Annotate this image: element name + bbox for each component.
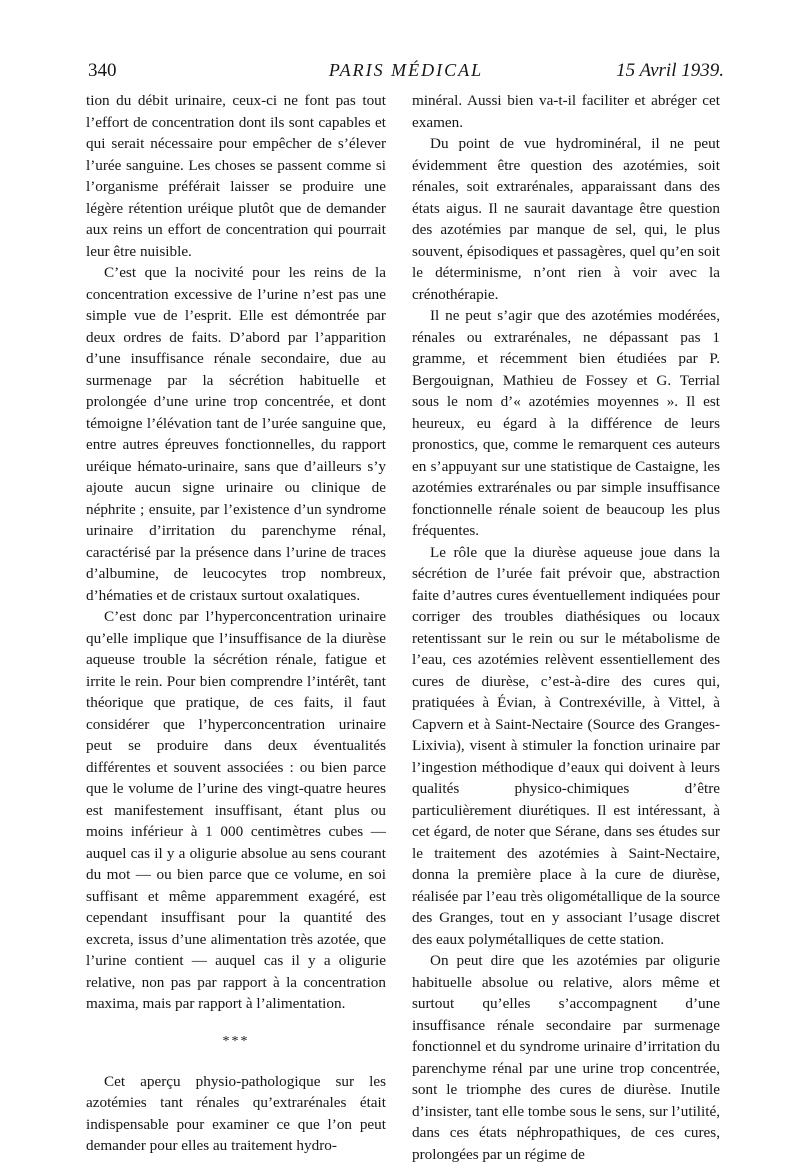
right-paragraph-3: Il ne peut s’agir que des azotémies modérées, rénales ou extrarénales, ne dépassant pas 1 gramme, et récemment bien étudiées par P. Bergouignan, Mathieu de Fossey et G. Terrial sous le nom d’« azotémies moyennes ». Il est heureux, eu égard à la différence de leurs pronostics, que, comme le remarquent ces auteurs en s’appuyant sur une statistique de Castaigne, les azotémies extrarénales ou par simple insuffisance fonctionnelle rénale soient de beaucoup les plus fréquentes. [412, 307, 720, 539]
left-paragraph-1: tion du débit urinaire, ceux-ci ne font pas tout l’effort de concentration dont ils sont capables et qui serait nécessaire pour empêcher de s’élever l’urée sanguine. Les choses se passent comme si l’organisme préférait laisser se produire une légère rétention uréique plutôt que de demander aux reins un effort de concentration qui pourrait leur être nuisible. [86, 92, 386, 260]
issue-date: 15 Avril 1939. [616, 60, 724, 81]
right-paragraph-4: Le rôle que la diurèse aqueuse joue dans la sécrétion de l’urée fait prévoir que, abstraction faite d’autres cures éventuellement indiquées pour corriger des troubles diathésiques ou locaux retentissant sur le rein ou sur le métabolisme de l’eau, ces azotémies relèvent essentiellement des cures de diurèse, c’est-à-dire des cures qui, pratiquées à Évian, à Contrexéville, à Vittel, à Capvern et à Saint-Nectaire (Source des Granges-Lixivia), visent à stimuler la fonction urinaire par l’ingestion méthodique d’eaux qui doivent à leurs qualités physico-chimiques d’être particulièrement diurétiques. Il est intéressant, à cet égard, de noter que Sérane, dans ses études sur le traitement des azotémies à Saint-Nectaire, donna la première place à la cure de diurèse, réalisée par l’eau très oligométallique de la source des Granges, tout en y associant l’usage discret des eaux polymétalliques de cette station. [412, 543, 720, 948]
page-number: 340 [88, 60, 117, 81]
section-separator: *** [222, 1033, 250, 1049]
journal-title: PARIS MÉDICAL [328, 60, 484, 80]
right-paragraph-1: minéral. Aussi bien va-t-il faciliter et abréger cet examen. [412, 92, 720, 131]
left-paragraph-4: Cet aperçu physio-pathologique sur les azotémies tant rénales qu’extrarénales était indispensable pour examiner ce que l’on peut demander pour elles au traitement hydro- [86, 1072, 386, 1154]
right-paragraph-5: On peut dire que les azotémies par oligurie habituelle absolue ou relative, alors même et surtout qu’elles s’accompagnent d’une insuffisance rénale secondaire par surmenage fonctionnel et du syndrome urinaire d’irritation du parenchyme rénal par une urine trop concentrée, sont le triomphe des cures de diurèse. Inutile d’insister, tant elle tombe sous le sens, sur l’utilité, dans ces états néphropathiques, de ces cures, prolongées par un régime de [412, 952, 720, 1163]
left-column [86, 90, 386, 1157]
right-column [412, 90, 720, 1165]
left-paragraph-3: C’est donc par l’hyperconcentration urinaire qu’elle implique que l’insuffisance de la diurèse aqueuse trouble la sécrétion rénale, fatigue et irrite le rein. Pour bien comprendre l’intérêt, tant théorique que pratique, de ces faits, il faut considérer que l’hyperconcentration urinaire peut se produire dans deux éventualités différentes et souvent associées : ou bien parce que le volume de l’urine des vingt-quatre heures est manifestement insuffisant, étant plus ou moins inférieur à 1 000 centimètres cubes — auquel cas il y a oligurie absolue au sens courant du mot — ou bien parce que ce volume, en soi suffisant et même apparemment exagéré, est cependant insuffisant pour la quantité des excreta, issus d’une alimentation très azotée, que l’urine contient — auquel cas il y a oligurie relative, non pas par rapport à la concentration maxima, mais par rapport à l’alimentation. [86, 608, 386, 1012]
running-header [88, 60, 724, 86]
right-paragraph-2: Du point de vue hydrominéral, il ne peut évidemment être question des azotémies, soit rénales, soit extrarénales, apparaissant dans des états aigus. Il ne saurait davantage être question des azotémies par manque de sel, qui, le plus souvent, épisodiques et passagères, quel qu’en soit le déterminisme, n’ont rien à voir avec la crénothérapie. [412, 135, 720, 303]
left-paragraph-2: C’est que la nocivité pour les reins de la concentration excessive de l’urine n’est pas une simple vue de l’esprit. Elle est démontrée par deux ordres de faits. D’abord par l’apparition d’une insuffisance rénale secondaire, due au surmenage par la sécrétion habituelle et prolongée d’une urine trop concentrée, et dont témoigne l’élévation tant de l’urée sanguine que, entre autres épreuves fonctionnelles, du rapport uréique hémato-urinaire, sans que d’ailleurs s’y ajoute aucun signe urinaire ou clinique de néphrite ; ensuite, par l’existence d’un syndrome urinaire d’irritation du parenchyme rénal, caractérisé par la présence dans l’urine de traces d’albumine, de leucocytes trop nombreux, d’hématies et de cristaux surtout oxalatiques. [86, 264, 386, 604]
